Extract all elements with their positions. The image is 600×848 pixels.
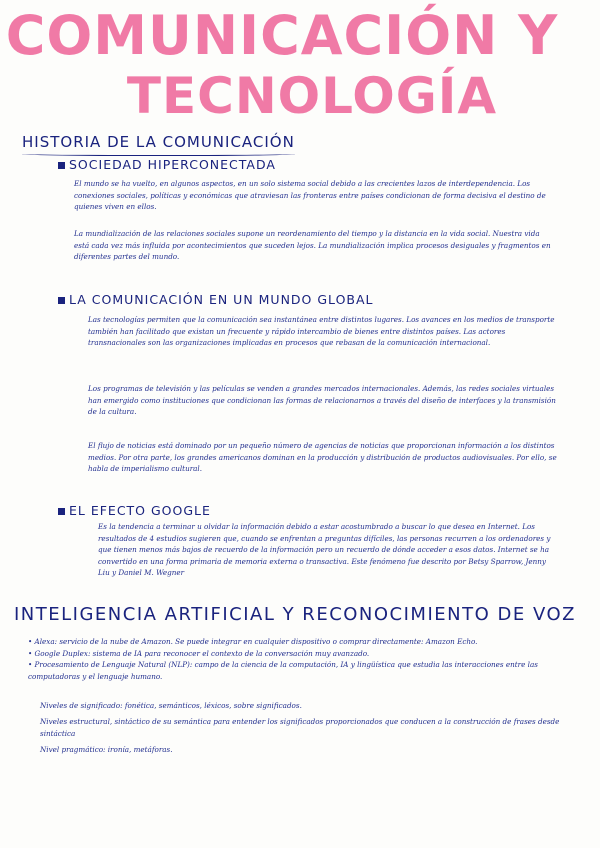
section-heading-text: SOCIEDAD HIPERCONECTADA: [69, 157, 276, 172]
level-line: Niveles de significado: fonética, semánticos, léxicos, sobre significados.: [40, 701, 302, 710]
paragraph: Es la tendencia a terminar u olvidar la información debido a estar acostumbrado a buscar lo que desea en Internet. Los resultados de 4 estudios sugieren que, cuando se enfrentan a preguntas difíciles, las personas recurren a los ordenadores y que tienen menos más bajos de recuerdo de la información pero un recuerdo de dónde acceder a esos datos. Internet se ha convertido en una forma primaria de memoria externa o transactiva. Este fenómeno fue descrito por Betsy Sparrow, Jenny Liu y Daniel M. Wegner: [98, 522, 551, 577]
ai-heading: [14, 604, 576, 625]
ai-list: [28, 636, 568, 682]
history-heading-text: HISTORIA DE LA COMUNICACIÓN: [22, 133, 295, 151]
section-heading-efecto-google: [58, 503, 211, 518]
level-line: Niveles estructural, sintáctico de su semántica para entender los significados proporcionados que conducen a la construcción de frases desde sintáctica: [40, 717, 560, 738]
section-heading-text: LA COMUNICACIÓN EN UN MUNDO GLOBAL: [69, 292, 374, 307]
section-heading-sociedad: [58, 157, 276, 172]
paragraph: Los programas de televisión y las películas se venden a grandes mercados internacionales. Además, las redes sociales virtuales han emergido como instituciones que condicionan las formas de relacionarnos a través del diseño de interfaces y la transmisión de la cultura.: [88, 384, 556, 416]
heading-underline: [22, 151, 295, 156]
bullet-icon: [58, 297, 65, 304]
paragraph: El flujo de noticias está dominado por un pequeño número de agencias de noticias que proporcionan información a los distintos medios. Por otra parte, los grandes americanos dominan en la producción y distribución de productos audiovisuales. Por ello, se habla de imperialismo cultural.: [88, 441, 557, 473]
paragraph: Las tecnologías permiten que la comunicación sea instantánea entre distintos lugares. Los avances en los medios de transporte también han facilitado que existan un frecuente y rápido intercambio de bienes entre distintos países. Las actores transnacionales son las organizaciones implicadas en procesos que rebasan de la comunicación internacional.: [88, 315, 555, 347]
bullet-icon: [58, 162, 65, 169]
section-heading-comunicacion-global: [58, 292, 374, 307]
history-heading: [22, 133, 295, 156]
page-title-line2: TECNOLOGÍA: [126, 67, 498, 125]
list-item: • Alexa: servicio de la nube de Amazon. Se puede integrar en cualquier dispositivo o comprar directamente: Amazon Echo.: [28, 636, 568, 648]
level-line: Nivel pragmático: ironía, metáforas.: [40, 745, 173, 754]
paragraph: El mundo se ha vuelto, en algunos aspectos, en un solo sistema social debido a las crecientes lazos de interdependencia. Los conexiones sociales, políticas y económicas que atraviesan las fronteras entre países condicionan de forma decisiva el destino de quienes viven en ellos.: [74, 179, 546, 211]
section-heading-text: EL EFECTO GOOGLE: [69, 503, 211, 518]
list-item: • Google Duplex: sistema de IA para reconocer el contexto de la conversación muy avanzado.: [28, 648, 568, 660]
page-title-line1: COMUNICACIÓN Y: [5, 4, 559, 67]
ai-heading-text: INTELIGENCIA ARTIFICIAL Y RECONOCIMIENTO DE VOZ: [14, 604, 576, 625]
paragraph: La mundialización de las relaciones sociales supone un reordenamiento del tiempo y la distancia en la vida social. Nuestra vida está cada vez más influida por acontecimientos que suceden lejos. La mundialización implica procesos desiguales y fragmentos en diferentes partes del mundo.: [74, 229, 551, 261]
list-item: • Procesamiento de Lenguaje Natural (NLP): campo de la ciencia de la computación, IA y lingüística que estudia las interacciones entre las computadoras y el lenguaje humano.: [28, 659, 568, 682]
bullet-icon: [58, 508, 65, 515]
